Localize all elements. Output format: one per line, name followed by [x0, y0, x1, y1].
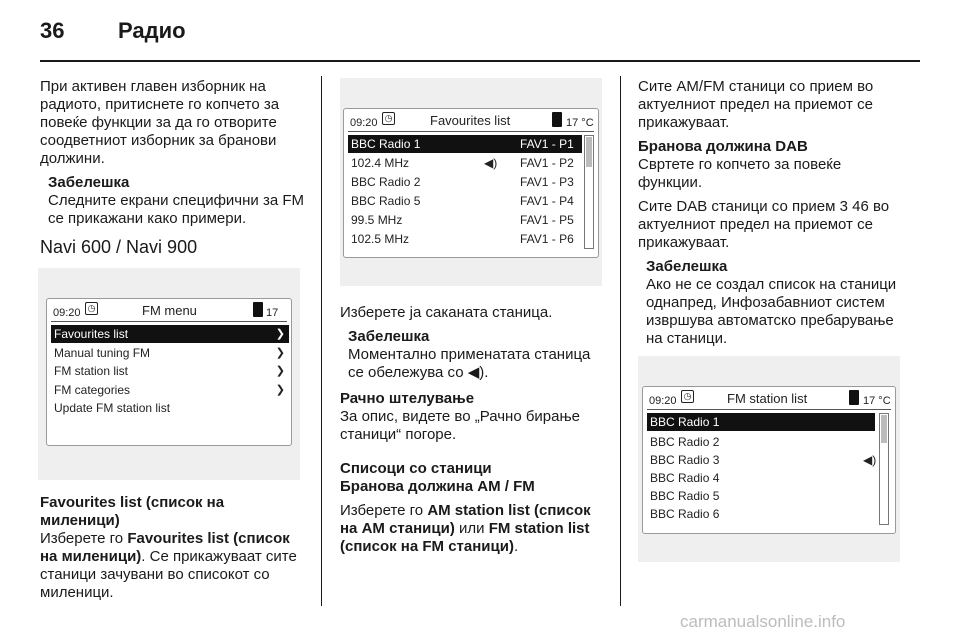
- menu-item-station-list[interactable]: [51, 362, 289, 380]
- favourites-text: Изберете го Favourites list (список на миленици). Се прикажуваат сите станици зачувани во списокот со миленици.: [40, 530, 297, 601]
- column-divider: [620, 76, 621, 606]
- chevron-right-icon: ❯: [275, 365, 285, 377]
- station-row[interactable]: BBC Radio 4: [650, 471, 720, 485]
- am-fm-info-text: Сите AM/FM станици со прием во актуелниот предел на приемот се прикажуваат.: [638, 78, 874, 131]
- page-number: 36: [40, 18, 65, 43]
- fm-menu-screenshot: [38, 268, 300, 480]
- note-text: Ако не се создал список на станици однапред, Инфозабавниот систем извршува автоматско пребарување на станици.: [646, 276, 897, 347]
- station-row[interactable]: BBC Radio 5: [650, 489, 720, 503]
- section-title: Радио: [118, 18, 186, 43]
- clock-time: 09:20: [649, 395, 677, 407]
- dab-text: Свртете го копчето за повеќе функции.: [638, 156, 842, 191]
- manual-tuning-heading: Рачно штелување: [340, 390, 475, 407]
- fm-station-list-screenshot: [638, 356, 900, 562]
- station-row[interactable]: BBC Radio 1: [647, 413, 875, 431]
- favourite-row[interactable]: BBC Radio 5 FAV1 - P4: [351, 194, 574, 208]
- select-station-text: Изберете ја саканата станица.: [340, 304, 553, 321]
- chevron-right-icon: ❯: [275, 328, 285, 340]
- speaker-icon: ◀): [484, 156, 498, 170]
- screen-title: Favourites list: [430, 113, 511, 128]
- menu-item-categories[interactable]: [51, 381, 289, 399]
- favourite-row[interactable]: BBC Radio 1 FAV1 - P1: [348, 135, 582, 153]
- phone-icon: [849, 390, 859, 405]
- clock-icon: ◷: [85, 302, 98, 315]
- dab-info-text: Сите DAB станици со прием 3 46 во актуелниот предел на приемот се прикажуваат.: [638, 198, 890, 251]
- station-row[interactable]: BBC Radio 2: [650, 435, 720, 449]
- temperature: 17 °C: [863, 395, 891, 407]
- status-bar: [344, 109, 598, 131]
- menu-item-label: Manual tuning FM: [54, 346, 151, 360]
- screen-title: FM menu: [142, 303, 197, 318]
- menu-item-label: FM categories: [54, 383, 131, 397]
- phone-icon: [253, 302, 263, 317]
- station-row[interactable]: BBC Radio 3 ◀): [650, 453, 877, 467]
- chevron-right-icon: ❯: [275, 347, 285, 359]
- column-3: [638, 78, 906, 562]
- phone-icon: [552, 112, 562, 127]
- clock-time: 09:20: [53, 307, 81, 319]
- temperature: 17: [266, 307, 279, 319]
- favourite-row[interactable]: 102.4 MHz ◀) FAV1 - P2: [351, 156, 574, 170]
- speaker-icon: ◀): [863, 453, 877, 467]
- station-lists-text: Изберете го AM station list (список на AM станици) или FM station list (список на FM станици).: [340, 502, 591, 555]
- clock-icon: ◷: [681, 390, 694, 403]
- intro-text: При активен главен изборник на радиото, притиснете го копчето за повеќе функции за да го отворите соодветниот изборник за бранови должини.: [40, 78, 280, 167]
- column-2: [340, 78, 606, 562]
- clock-time: 09:20: [350, 117, 378, 129]
- page-reference[interactable]: 3 46: [839, 198, 869, 215]
- clock-icon: ◷: [382, 112, 395, 125]
- am-fm-heading: Бранова должина AM / FM: [340, 478, 535, 495]
- note-text: Следните екрани специфични за FM се прикажани како примери.: [48, 192, 304, 227]
- menu-item-label: FM station list: [54, 364, 129, 378]
- chevron-right-icon: ❯: [275, 384, 285, 396]
- note-block: [40, 174, 306, 228]
- header-rule: [40, 60, 920, 62]
- favourite-row[interactable]: BBC Radio 2 FAV1 - P3: [351, 175, 574, 189]
- favourite-row[interactable]: 102.5 MHz FAV1 - P6: [351, 232, 574, 246]
- note-title: Забелешка: [646, 258, 728, 275]
- favourites-screenshot: [340, 78, 602, 286]
- station-row[interactable]: BBC Radio 6: [650, 507, 720, 521]
- status-bar: [47, 299, 291, 321]
- models-heading: Navi 600 / Navi 900: [40, 237, 198, 257]
- scrollbar[interactable]: [879, 413, 889, 525]
- watermark: carmanualsonline.info: [680, 612, 846, 631]
- note-title: Забелешка: [48, 174, 130, 191]
- scrollbar[interactable]: [584, 135, 594, 249]
- page-header: [40, 18, 920, 62]
- note-title: Забелешка: [348, 328, 430, 345]
- note-block: [638, 258, 906, 348]
- note-text: Моментално применатата станица се обележува со: [348, 346, 591, 381]
- fm-station-list-screen: [642, 386, 896, 534]
- favourites-screen: [343, 108, 599, 258]
- manual-tuning-text: За опис, видете во „Рачно бирање станици“ погоре.: [340, 408, 581, 443]
- column-1: [40, 78, 306, 608]
- temperature: 17 °C: [566, 117, 594, 129]
- favourites-heading: Favourites list (список на миленици): [40, 494, 225, 529]
- menu-item-manual-tuning[interactable]: [51, 344, 289, 362]
- screen-title: FM station list: [727, 391, 808, 406]
- menu-item-label: Update FM station list: [54, 401, 171, 415]
- favourite-row[interactable]: 99.5 MHz FAV1 - P5: [351, 213, 574, 227]
- note-block: Забелешка Моментално применатата станица се обележува со ◀).: [340, 328, 606, 382]
- speaker-icon: ◀): [467, 364, 485, 381]
- status-bar: [643, 387, 895, 409]
- menu-item-favourites[interactable]: [51, 325, 289, 343]
- menu-item-update-list[interactable]: [51, 399, 289, 417]
- station-lists-heading: Списоци со станици: [340, 460, 492, 477]
- column-divider: [321, 76, 322, 606]
- fm-menu-screen: [46, 298, 292, 446]
- dab-heading: Бранова должина DAB: [638, 138, 808, 155]
- menu-item-label: Favourites list: [54, 327, 129, 341]
